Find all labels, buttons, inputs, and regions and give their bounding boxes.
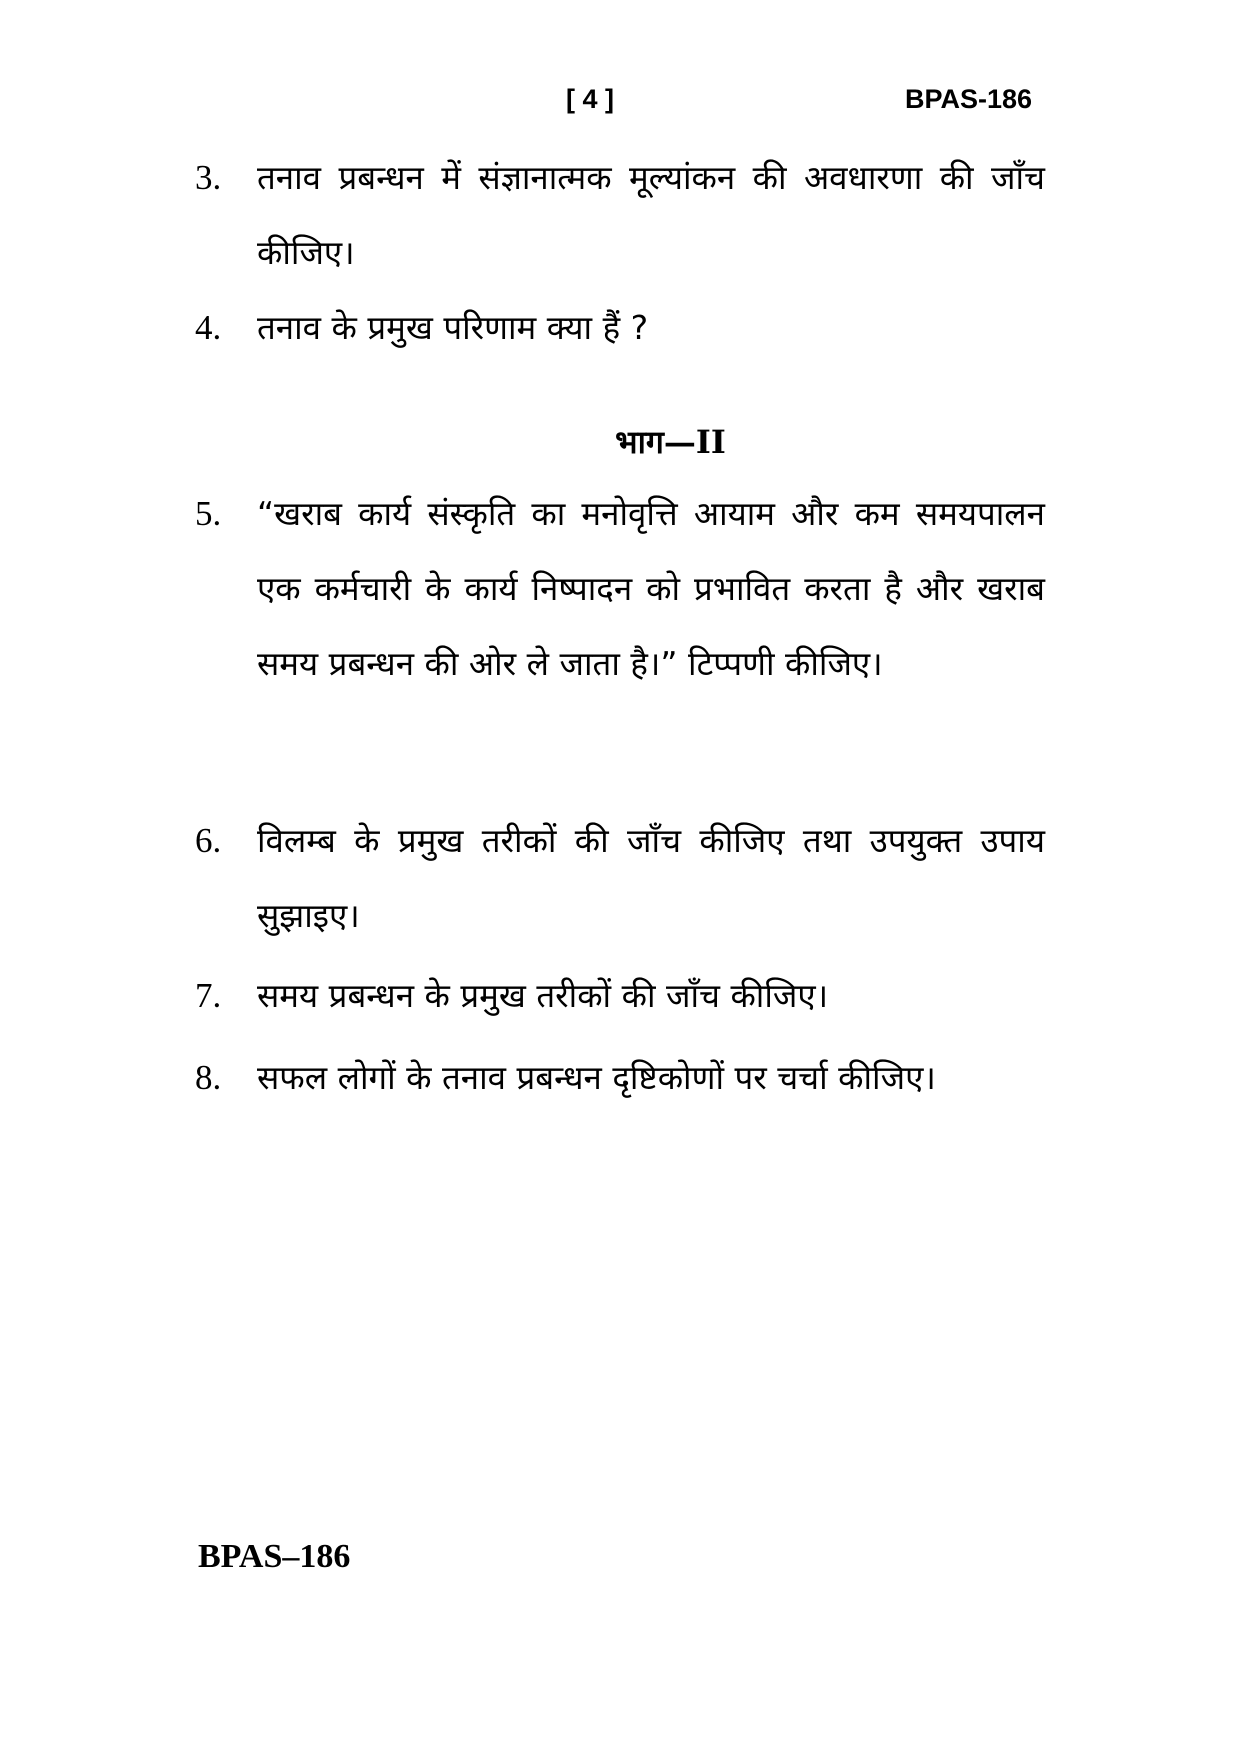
question-number: 6. [195, 821, 222, 860]
question-7 [195, 958, 1045, 1033]
question-text: विलम्ब के प्रमुख तरीकों की जाँच कीजिए तथा उपयुक्त उपाय सुझाइए। [257, 821, 1045, 935]
paper-code-footer: BPAS–186 [198, 1538, 351, 1575]
question-number: 7. [195, 976, 222, 1015]
question-number: 4. [195, 308, 222, 347]
question-4 [195, 290, 1045, 365]
page-number: [ 4 ] [566, 84, 615, 114]
question-5 [195, 476, 1045, 701]
question-6 [195, 803, 1045, 953]
question-number: 5. [195, 494, 222, 533]
question-text: समय प्रबन्धन के प्रमुख तरीकों की जाँच कीजिए। [257, 976, 829, 1015]
question-number: 3. [195, 158, 222, 197]
question-text: तनाव प्रबन्धन में संज्ञानात्मक मूल्यांकन की अवधारणा की जाँच कीजिए। [257, 158, 1045, 272]
question-text: तनाव के प्रमुख परिणाम क्या हैं ? [257, 308, 649, 347]
paper-code-header: BPAS-186 [905, 84, 1033, 114]
section-heading: भाग—II [615, 423, 726, 461]
question-3 [195, 140, 1045, 290]
question-text: “खराब कार्य संस्कृति का मनोवृत्ति आयाम और कम समयपालन एक कर्मचारी के कार्य निष्पादन को प्रभावित करता है और खराब समय प्रबन्धन की ओर ले जाता है।” टिप्पणी कीजिए। [257, 494, 1045, 683]
question-8 [195, 1040, 1045, 1115]
question-number: 8. [195, 1058, 222, 1097]
question-text: सफल लोगों के तनाव प्रबन्धन दृष्टिकोणों पर चर्चा कीजिए। [257, 1058, 936, 1097]
